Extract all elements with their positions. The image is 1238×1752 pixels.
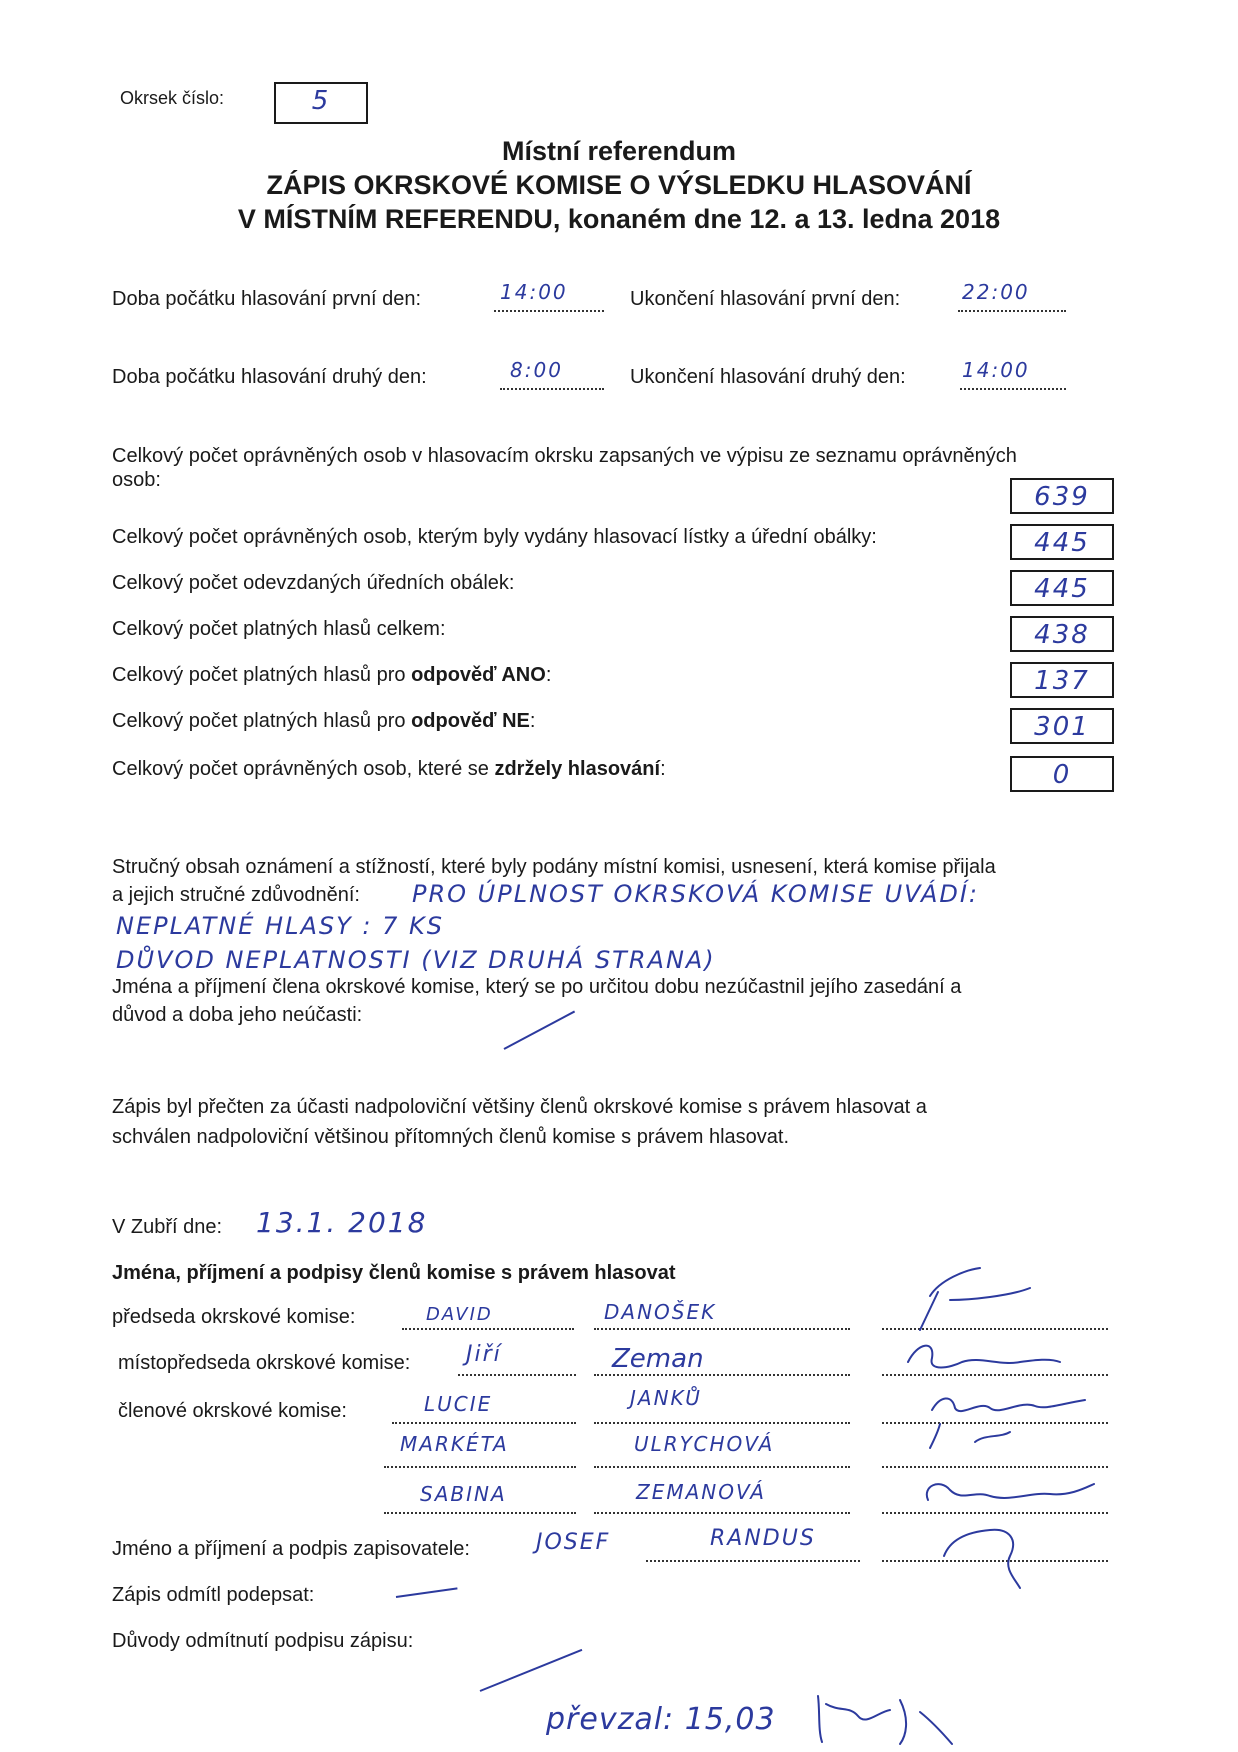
count-yes-value: 137	[1034, 666, 1090, 696]
members-label: členové okrskové komise:	[118, 1400, 347, 1422]
member2-signature	[930, 1424, 1010, 1448]
count-envelopes-value: 445	[1034, 574, 1090, 604]
vice-last-name: Zeman	[612, 1344, 704, 1374]
approval-line2: schválen nadpoloviční většinou přítomných členů komise s právem hlasovat.	[112, 1126, 790, 1148]
vice-label: místopředseda okrskové komise:	[118, 1352, 411, 1374]
end-day2-label: Ukončení hlasování druhý den:	[630, 366, 906, 388]
count-abstain-label: Celkový počet oprávněných osob, které se zdržely hlasování:	[112, 758, 666, 780]
vice-signature	[908, 1346, 1060, 1368]
reasons-label: Důvody odmítnutí podpisu zápisu:	[112, 1630, 414, 1652]
count-valid-value: 438	[1034, 620, 1090, 650]
title-referendum: Místní referendum	[501, 136, 737, 166]
place-date-label: V Zubří dne:	[112, 1216, 223, 1238]
okrsek-number-value: 5	[311, 86, 331, 116]
count-abstain-bold: zdržely hlasování	[494, 758, 661, 780]
count-issued-value: 445	[1034, 528, 1090, 558]
title-date: V MÍSTNÍM REFERENDU, konaném dne 12. a 13. ledna 2018	[237, 204, 1001, 234]
absence-label-line1: Jména a příjmení člena okrskové komise, který se po určitou dobu nezúčastnil jejího zasedání a	[112, 976, 962, 998]
start-day2-label: Doba počátku hlasování druhý den:	[112, 366, 427, 388]
count-no-label: Celkový počet platných hlasů pro odpověď NE:	[112, 710, 536, 732]
count-valid-label: Celkový počet platných hlasů celkem:	[112, 618, 446, 640]
absence-label-line2: důvod a doba jeho neúčasti:	[112, 1004, 363, 1026]
count-abstain-value: 0	[1052, 760, 1072, 790]
complaints-hand-line2: NEPLATNÉ HLASY : 7 KS	[116, 912, 444, 940]
signature-date-value: 13.1. 2018	[256, 1206, 428, 1239]
complaints-label-line1: Stručný obsah oznámení a stížností, které byly podány místní komisi, usnesení, která komise přijala	[112, 856, 996, 878]
complaints-hand-line3: DŮVOD NEPLATNOSTI (VIZ DRUHÁ STRANA)	[116, 946, 716, 974]
member1-signature	[932, 1398, 1085, 1411]
title-zapis: ZÁPIS OKRSKOVÉ KOMISE O VÝSLEDKU HLASOVÁNÍ	[266, 170, 972, 200]
start-day2-value: 8:00	[510, 358, 563, 382]
chair-label: předseda okrskové komise:	[112, 1306, 356, 1328]
member2-last-name: ULRYCHOVÁ	[634, 1432, 775, 1456]
member2-first-name: MARKÉTA	[400, 1432, 509, 1456]
refused-label: Zápis odmítl podepsat:	[112, 1584, 315, 1606]
count-yes-bold: odpověď ANO	[411, 664, 546, 686]
member3-first-name: SABINA	[420, 1482, 507, 1506]
member1-last-name: JANKŮ	[630, 1386, 702, 1410]
count-yes-label: Celkový počet platných hlasů pro odpověď ANO:	[112, 664, 552, 686]
chair-signature	[920, 1268, 1030, 1330]
member3-signature	[927, 1484, 1094, 1500]
approval-line1: Zápis byl přečten za účasti nadpoloviční většiny členů okrskové komise s právem hlasovat a	[112, 1096, 927, 1118]
count-registered-value: 639	[1034, 482, 1090, 512]
received-note: převzal: 15,03	[546, 1702, 776, 1737]
recorder-signature	[944, 1530, 1020, 1588]
chair-first-name: DAVID	[426, 1304, 493, 1325]
start-day1-value: 14:00	[500, 280, 568, 304]
count-issued-label: Celkový počet oprávněných osob, kterým byly vydány hlasovací lístky a úřední obálky:	[112, 526, 877, 548]
footer-signature	[818, 1696, 952, 1744]
count-registered-label: Celkový počet oprávněných osob v hlasovacím okrsku zapsaných ve výpisu ze seznamu oprávněných osob:	[112, 445, 1017, 491]
end-day1-value: 22:00	[962, 280, 1030, 304]
chair-last-name: DANOŠEK	[604, 1300, 717, 1324]
start-day1-label: Doba počátku hlasování první den:	[112, 288, 422, 310]
recorder-first-name: JOSEF	[536, 1530, 611, 1555]
end-day1-label: Ukončení hlasování první den:	[630, 288, 901, 310]
complaints-hand-line1: PRO ÚPLNOST OKRSKOVÁ KOMISE UVÁDÍ:	[412, 880, 980, 908]
member3-last-name: ZEMANOVÁ	[636, 1480, 766, 1504]
end-day2-value: 14:00	[962, 358, 1030, 382]
count-no-value: 301	[1034, 712, 1090, 742]
okrsek-label: Okrsek číslo:	[120, 88, 225, 108]
count-envelopes-label: Celkový počet odevzdaných úředních obálek:	[112, 572, 515, 594]
member1-first-name: LUCIE	[424, 1392, 493, 1416]
signatures-heading: Jména, příjmení a podpisy členů komise s právem hlasovat	[112, 1262, 676, 1284]
complaints-label-line2: a jejich stručné zdůvodnění:	[112, 884, 360, 906]
vice-first-name: Jiří	[466, 1342, 502, 1367]
count-no-bold: odpověď NE	[411, 710, 530, 732]
recorder-last-name: RANDUS	[710, 1526, 816, 1551]
recorder-label: Jméno a příjmení a podpis zapisovatele:	[112, 1538, 470, 1560]
